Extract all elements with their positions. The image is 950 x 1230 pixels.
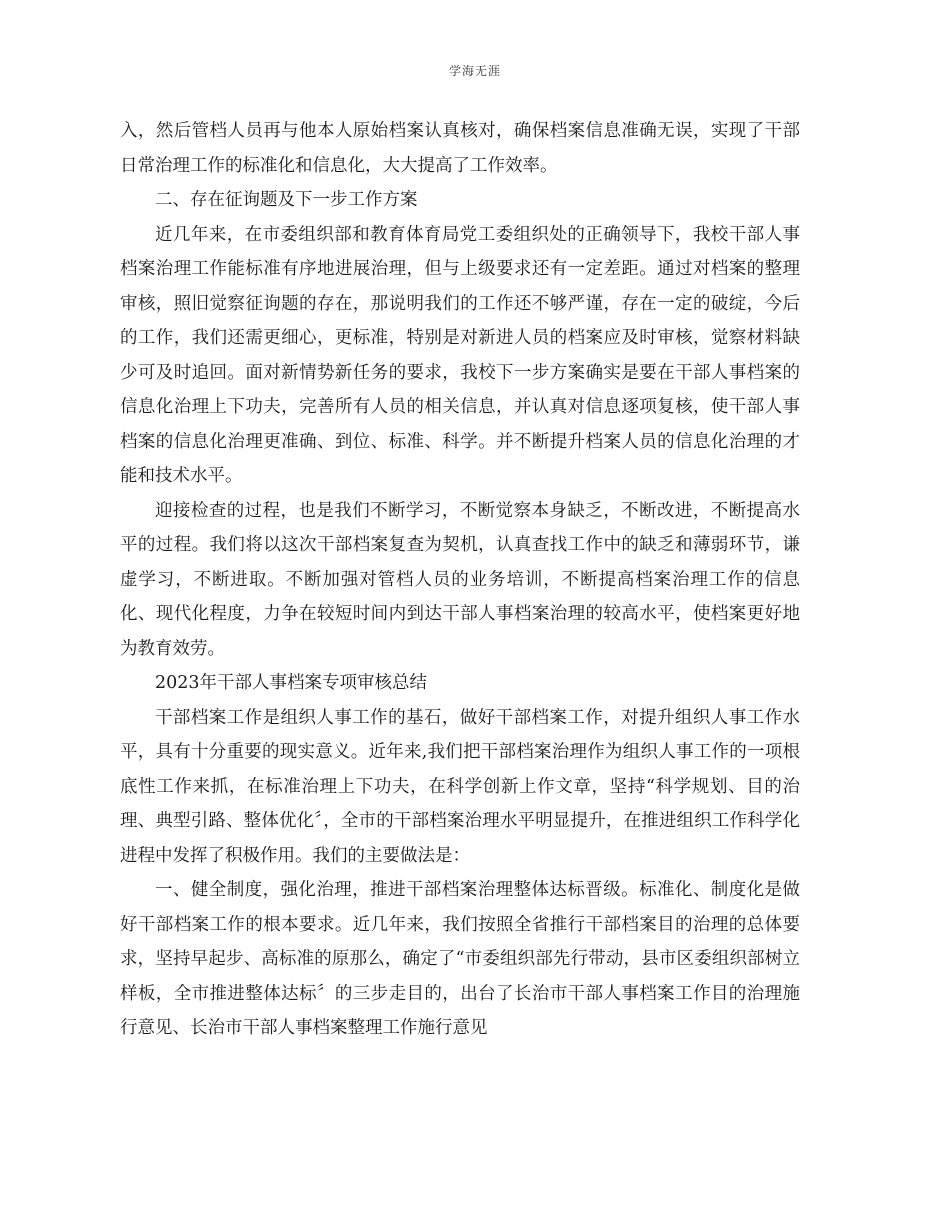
paragraph-problems-plan: 近几年来，在市委组织部和教育体育局党工委组织处的正确领导下，我校干部人事档案治理工作能标准有序地进展治理，但与上级要求还有一定差距。通过对档案的整理审核，照旧觉察征询题的存在，那说明我们的工作还不够严谨，存在一定的破绽，今后的工作，我们还需更细心，更标准，特别是对新进人员的档案应及时审核，觉察材料缺少可及时追回。面对新情势新任务的要求，我校下一步方案确实是要在干部人事档案的信息化治理上下功夫，完善所有人员的相关信息，并认真对信息逐项复核，使干部人事档案的信息化治理更准确、到位、标准、科学。并不断提升档案人员的信息化治理的才能和技术水平。 (120, 224, 800, 486)
paragraph-continuation: 入，然后管档人员再与他本人原始档案认真核对，确保档案信息准确无误，实现了干部日常治理工作的标准化和信息化，大大提高了工作效率。 (120, 121, 800, 176)
paragraph-section-one: 一、健全制度，强化治理，推进干部档案治理整体达标晋级。标准化、制度化是做好干部档案工作的根本要求。近几年来，我们按照全省推行干部档案目的治理的总体要求，坚持早起步、高标准的原那么，确定了“市委组织部先行带动，县市区委组织部树立样板，全市推进整体达标〞的三步走目的，出台了长治市干部人事档案工作目的治理施行意见、长治市干部人事档案整理工作施行意见 (120, 880, 800, 1038)
paragraph-inspection-process: 迎接检查的过程，也是我们不断学习，不断觉察本身缺乏，不断改进，不断提高水平的过程。我们将以这次干部档案复查为契机，认真查找工作中的缺乏和薄弱环节，谦虚学习，不断进取。不断加强对管档人员的业务培训，不断提高档案治理工作的信息化、现代化程度，力争在较短时间内到达干部人事档案治理的较高水平，使档案更好地为教育效劳。 (120, 500, 800, 659)
document-subtitle: 2023年干部人事档案专项审核总结 (155, 673, 428, 693)
paragraph-intro: 干部档案工作是组织人事工作的基石，做好干部档案工作，对提升组织人事工作水平，具有十分重要的现实意义。近年来,我们把干部档案治理作为组织人事工作的一项根底性工作来抓，在标准治理上下功夫，在科学创新上作文章，坚持“科学规划、目的治理、典型引路、整体优化〞，全市的干部档案治理水平明显提升，在推进组织工作科学化进程中发挥了积极作用。我们的主要做法是： (120, 707, 800, 866)
document-body (120, 114, 800, 1046)
section-heading-problems: 二、存在征询题及下一步工作方案 (155, 190, 418, 210)
page-header: 学海无涯 (448, 64, 501, 78)
